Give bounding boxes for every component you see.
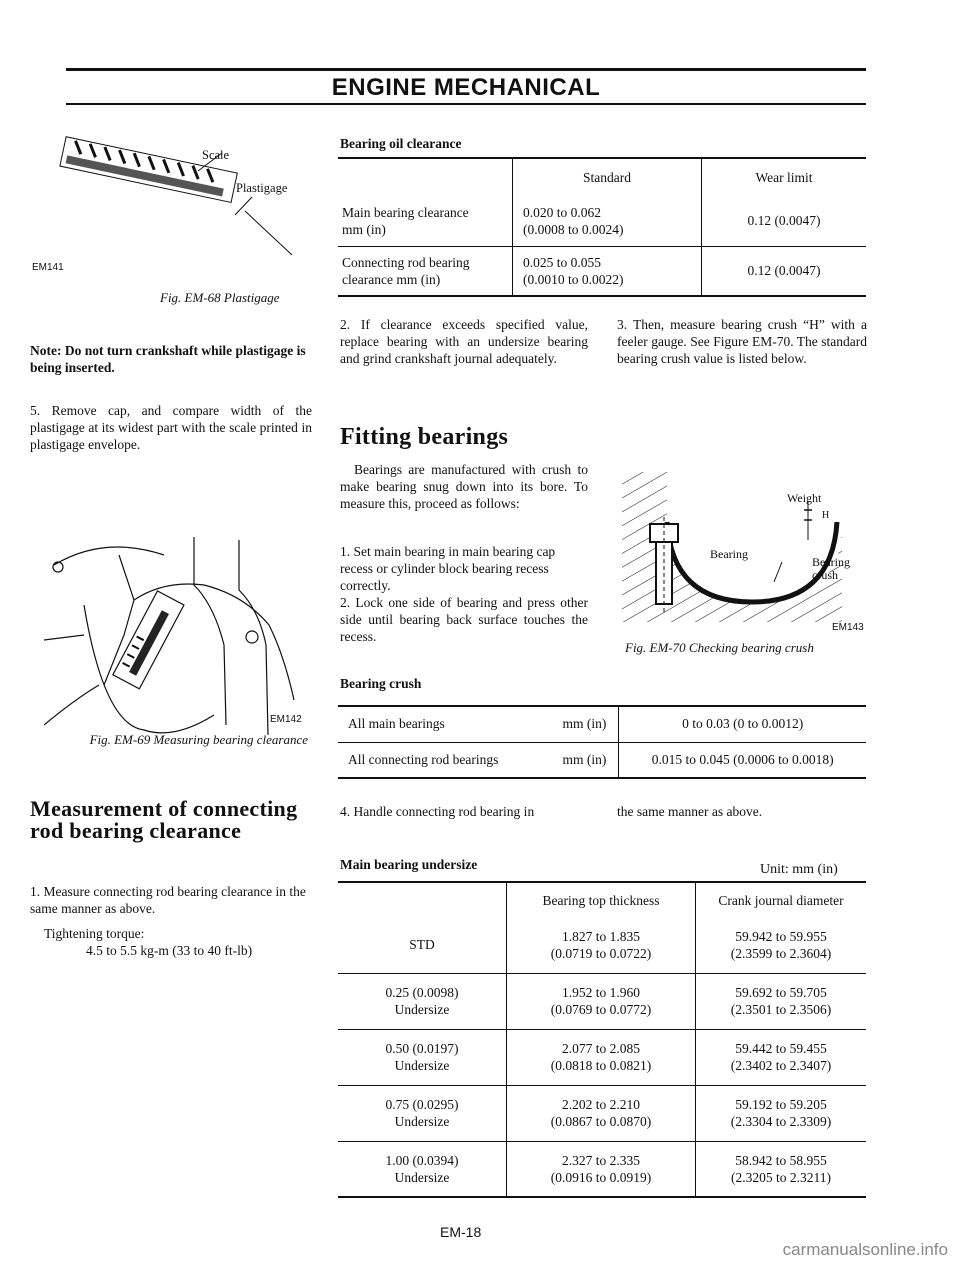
measure-step1-text: 1. Measure connecting rod bearing clearance in the same manner as above. xyxy=(30,884,306,916)
undersize-body xyxy=(338,917,866,1198)
undersize-diameter xyxy=(696,1029,867,1085)
cell-line: 1.952 to 1.960 xyxy=(561,985,640,1000)
cell-line: 0.75 (0.0295) xyxy=(385,1097,459,1112)
fitting-step2-text: 2. Lock one side of bearing and press other side until bearing back surface touches the recess. xyxy=(340,595,588,644)
cell-line: 59.442 to 59.455 xyxy=(735,1041,827,1056)
crush-label: All main bearings xyxy=(338,706,502,742)
oil-clearance-standard xyxy=(513,246,702,296)
fig69-caption: Fig. EM-69 Measuring bearing clearance xyxy=(89,732,308,747)
header-rule-top xyxy=(66,68,866,71)
label-line: Connecting rod bearing xyxy=(342,254,470,270)
undersize-unit: Unit: mm (in) xyxy=(760,862,838,877)
cell-line: 1.00 (0.0394) xyxy=(385,1152,459,1168)
value-line: (0.0010 to 0.0022) xyxy=(523,271,624,287)
undersize-thickness xyxy=(507,1141,696,1197)
cell-line: Undersize xyxy=(394,1002,450,1017)
undersize-thickness xyxy=(507,973,696,1029)
oil-clearance-label xyxy=(338,246,513,296)
undersize-thickness xyxy=(507,1085,696,1141)
crush-label: All connecting rod bearings xyxy=(338,742,502,778)
page-number: EM-18 xyxy=(440,1224,482,1240)
cell-line: 2.077 to 2.085 xyxy=(561,1041,640,1056)
measurement-heading: Measurement of connecting rod bearing clearance xyxy=(30,796,298,843)
crush-unit: mm (in) xyxy=(502,742,619,778)
crush-table xyxy=(338,705,866,779)
oil-clearance-header-limit: Wear limit xyxy=(702,158,867,196)
undersize-diameter xyxy=(696,917,867,973)
cell-line: 2.202 to 2.210 xyxy=(561,1097,640,1112)
oil-clearance-header-standard: Standard xyxy=(513,158,702,196)
undersize-header-thickness: Bearing top thickness xyxy=(507,882,696,918)
table-row xyxy=(338,246,866,296)
cell-line: 59.692 to 59.705 xyxy=(735,985,827,1000)
undersize-thickness xyxy=(507,917,696,973)
step4-text-a: 4. Handle connecting rod bearing in xyxy=(340,804,535,819)
cell-line: (2.3599 to 2.3604) xyxy=(730,945,832,961)
fitting-step1-text: 1. Set main bearing in main bearing cap recess or cylinder block bearing recess correctly. xyxy=(340,544,556,593)
undersize-diameter xyxy=(696,1141,867,1197)
undersize-table xyxy=(338,881,866,918)
value-line: 0.020 to 0.062 xyxy=(523,204,602,220)
cell-line: Undersize xyxy=(394,1114,450,1129)
plastigage-label: Plastigage xyxy=(236,181,288,195)
undersize-title: Main bearing undersize xyxy=(340,857,478,872)
undersize-header-blank xyxy=(338,882,507,918)
cell-line: STD xyxy=(409,937,435,953)
crush-title: Bearing crush xyxy=(340,676,422,691)
tightening-value: 4.5 to 5.5 kg-m (33 to 40 ft-lb) xyxy=(86,943,253,958)
table-row xyxy=(338,706,866,742)
table-row xyxy=(338,158,866,196)
cell-line: (0.0818 to 0.0821) xyxy=(550,1058,652,1073)
undersize-thickness xyxy=(507,1029,696,1085)
undersize-label xyxy=(338,1141,507,1197)
label-line: Bearing xyxy=(812,555,850,569)
note-text: Note: Do not turn crankshaft while plastigage is being inserted. xyxy=(30,343,306,375)
header-rule-bottom xyxy=(66,103,866,105)
step5-text: 5. Remove cap, and compare width of the plastigage at its widest part with the scale printed in plastigage envelope. xyxy=(30,403,312,452)
h-label: H xyxy=(822,510,830,521)
oil-clearance-title: Bearing oil clearance xyxy=(340,136,462,151)
fitting-intro-text: Bearings are manufactured with crush to make bearing snug down into its bore. To measure this, proceed as follows: xyxy=(340,462,588,511)
value-line: (0.0008 to 0.0024) xyxy=(523,221,624,237)
cell-line: Undersize xyxy=(394,1169,450,1185)
cell-line: 2.327 to 2.335 xyxy=(561,1152,640,1168)
undersize-diameter xyxy=(696,1085,867,1141)
cell-line: 0.50 (0.0197) xyxy=(385,1041,459,1056)
undersize-header-diameter: Crank journal diameter xyxy=(696,882,867,918)
cell-line: 58.942 to 58.955 xyxy=(735,1152,827,1168)
oil-clearance-header-blank xyxy=(338,158,513,196)
label-line: clearance mm (in) xyxy=(342,271,441,287)
table-row xyxy=(338,882,866,918)
cell-line: 59.192 to 59.205 xyxy=(735,1097,827,1112)
oil-clearance-standard xyxy=(513,196,702,246)
cell-line: 59.942 to 59.955 xyxy=(735,928,827,944)
undersize-diameter xyxy=(696,973,867,1029)
undersize-label xyxy=(338,1085,507,1141)
cell-line: (2.3501 to 2.3506) xyxy=(730,1002,832,1017)
cell-line: (2.3402 to 2.3407) xyxy=(730,1058,832,1073)
oil-clearance-table xyxy=(338,157,866,297)
table-row xyxy=(338,917,866,973)
crush-unit: mm (in) xyxy=(502,706,619,742)
table-row xyxy=(338,1085,866,1141)
cell-line: (0.0916 to 0.0919) xyxy=(550,1169,652,1185)
weight-label: Weight xyxy=(787,491,822,505)
undersize-label xyxy=(338,917,507,973)
bearing-crush-label xyxy=(812,556,850,582)
cell-line: Undersize xyxy=(394,1058,450,1073)
scale-label: Scale xyxy=(202,148,230,162)
label-line: mm (in) xyxy=(342,221,386,237)
plastigage-illustration xyxy=(30,125,320,275)
table-row xyxy=(338,1029,866,1085)
tightening-label: Tightening torque: xyxy=(44,926,145,941)
watermark: carmanualsonline.info xyxy=(782,1240,948,1259)
crush-value: 0 to 0.03 (0 to 0.0012) xyxy=(619,706,866,742)
cell-line: 1.827 to 1.835 xyxy=(561,928,640,944)
fig70-code: EM143 xyxy=(832,622,864,633)
oil-clearance-limit: 0.12 (0.0047) xyxy=(702,246,867,296)
fig68-code: EM141 xyxy=(32,262,64,273)
cell-line: (2.3205 to 2.3211) xyxy=(731,1169,831,1185)
step2-text: 2. If clearance exceeds specified value, replace bearing with an undersize bearing and grind crankshaft journal adequately. xyxy=(340,317,588,366)
table-row xyxy=(338,196,866,246)
cell-line: (2.3304 to 2.3309) xyxy=(730,1114,832,1129)
fig70-caption: Fig. EM-70 Checking bearing crush xyxy=(625,640,814,655)
crush-value: 0.015 to 0.045 (0.0006 to 0.0018) xyxy=(619,742,866,778)
step3-text: 3. Then, measure bearing crush “H” with a feeler gauge. See Figure EM-70. The standard bearing crush value is listed below. xyxy=(617,317,867,366)
value-line: 0.025 to 0.055 xyxy=(523,254,602,270)
oil-clearance-limit: 0.12 (0.0047) xyxy=(702,196,867,246)
undersize-rows xyxy=(338,917,866,1197)
label-line: crush xyxy=(812,568,838,582)
fig69-code: EM142 xyxy=(270,714,302,725)
cell-line: 0.25 (0.0098) xyxy=(385,985,459,1000)
undersize-label xyxy=(338,1029,507,1085)
fig68-caption: Fig. EM-68 Plastigage xyxy=(160,290,280,305)
table-row xyxy=(338,973,866,1029)
cell-line: (0.0719 to 0.0722) xyxy=(550,945,652,961)
undersize-label xyxy=(338,973,507,1029)
label-line: Main bearing clearance xyxy=(342,204,469,220)
table-row xyxy=(338,1141,866,1197)
table-row xyxy=(338,742,866,778)
cell-line: (0.0867 to 0.0870) xyxy=(550,1114,652,1129)
oil-clearance-label xyxy=(338,196,513,246)
page-title: ENGINE MECHANICAL xyxy=(331,74,601,101)
fitting-heading: Fitting bearings xyxy=(340,424,509,450)
cell-line: (0.0769 to 0.0772) xyxy=(550,1002,652,1017)
step4-text-b: the same manner as above. xyxy=(617,804,763,819)
bearing-label: Bearing xyxy=(710,547,748,561)
